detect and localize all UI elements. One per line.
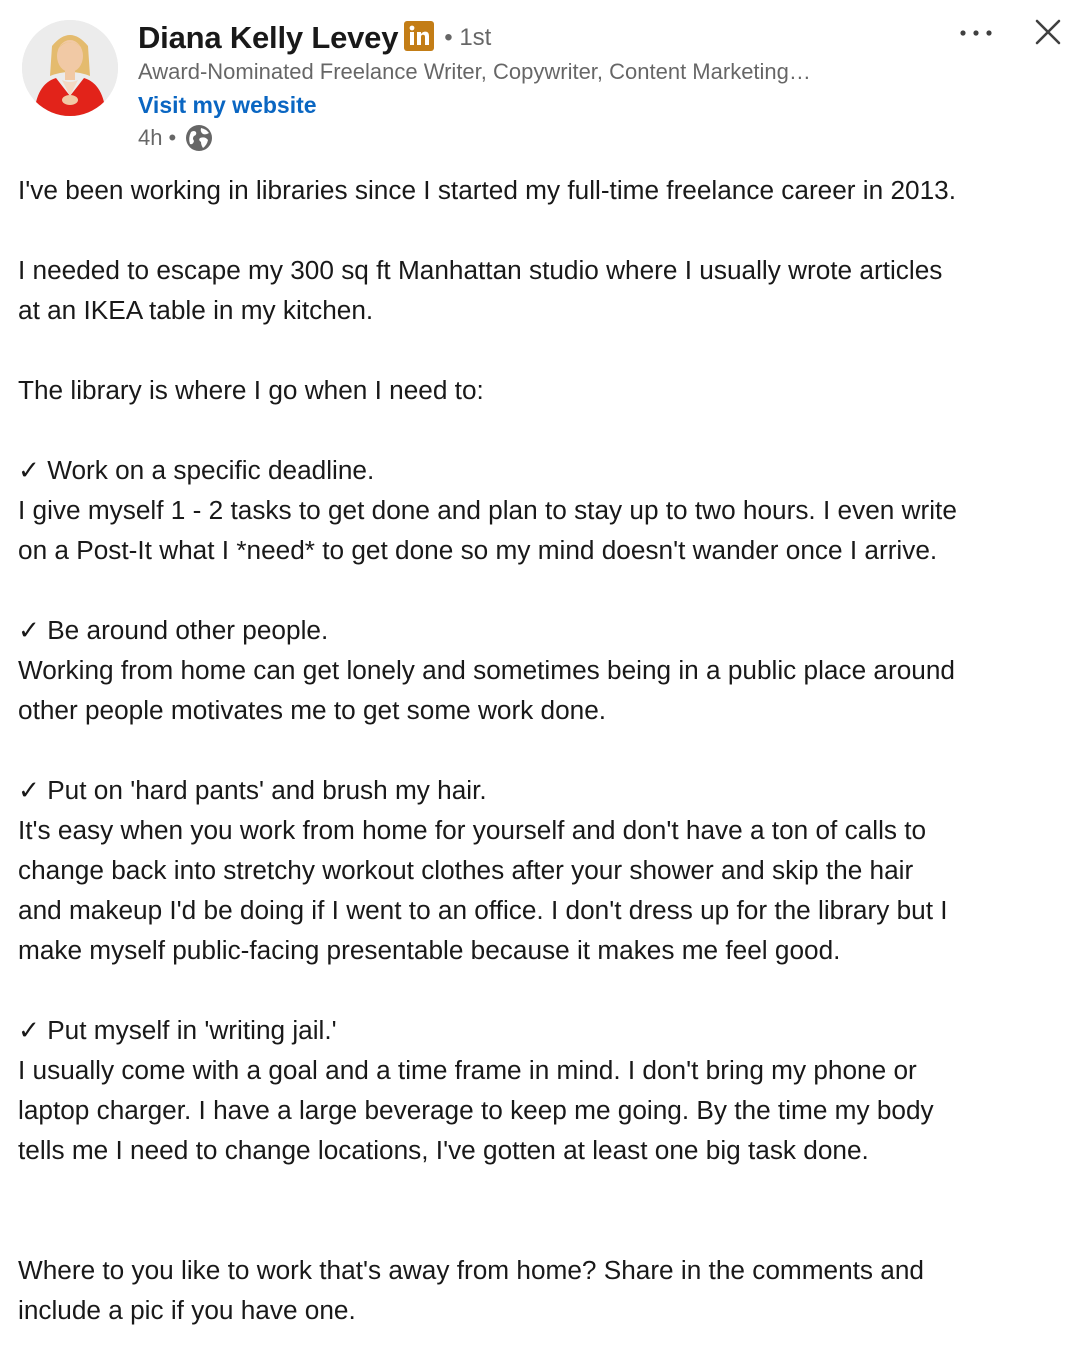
post-line: The library is where I go when I need to: xyxy=(18,375,484,405)
post-line: change back into stretchy workout clothes after your shower and skip the hair xyxy=(18,855,914,885)
author-name-row xyxy=(138,16,491,60)
post-line: ✓ Put myself in 'writing jail.' xyxy=(18,1015,337,1045)
post-line-blank xyxy=(18,210,1080,250)
author-headline: Award-Nominated Freelance Writer, Copywriter, Content Marketing… xyxy=(138,59,811,84)
post-line: other people motivates me to get some work done. xyxy=(18,695,607,725)
post-line-blank xyxy=(18,730,1080,770)
post-line: at an IKEA table in my kitchen. xyxy=(18,295,374,325)
post-line: I've been working in libraries since I started my full-time freelance career in 2013. xyxy=(18,175,956,205)
post-line-blank xyxy=(18,970,1080,1010)
avatar[interactable] xyxy=(22,20,118,116)
post-line: ✓ Put on 'hard pants' and brush my hair. xyxy=(18,775,487,805)
post-line: and makeup I'd be doing if I went to an office. I don't dress up for the library but I xyxy=(18,895,948,925)
post-line-blank xyxy=(18,330,1080,370)
post-line: include a pic if you have one. xyxy=(18,1295,356,1325)
post-timestamp: 4h xyxy=(138,125,163,150)
post-body-text xyxy=(18,170,1080,1330)
post-line: I usually come with a goal and a time frame in mind. I don't bring my phone or xyxy=(18,1055,917,1085)
author-name[interactable]: Diana Kelly Levey xyxy=(138,20,399,55)
meta-separator: • xyxy=(168,125,177,150)
linkedin-premium-icon xyxy=(404,21,434,51)
post-line: laptop charger. I have a large beverage to keep me going. By the time my body xyxy=(18,1095,934,1125)
post-line: tells me I need to change locations, I've gotten at least one big task done. xyxy=(18,1135,869,1165)
post-line: ✓ Work on a specific deadline. xyxy=(18,455,375,485)
post-line-blank xyxy=(18,1170,1080,1210)
connection-degree: • 1st xyxy=(444,24,492,51)
close-button[interactable] xyxy=(1026,12,1070,56)
ellipsis-icon xyxy=(959,24,993,42)
post-line-blank xyxy=(18,410,1080,450)
visit-website-link[interactable]: Visit my website xyxy=(138,92,317,118)
close-icon xyxy=(1034,18,1062,51)
globe-icon xyxy=(184,123,214,153)
post-line-blank xyxy=(18,570,1080,610)
post-line: ✓ Be around other people. xyxy=(18,615,329,645)
post-line-blank xyxy=(18,1210,1080,1250)
more-options-button[interactable] xyxy=(952,14,1000,52)
post-line: make myself public-facing presentable because it makes me feel good. xyxy=(18,935,841,965)
post-meta xyxy=(138,122,214,154)
post-line: It's easy when you work from home for yourself and don't have a ton of calls to xyxy=(18,815,927,845)
post-line: I needed to escape my 300 sq ft Manhattan studio where I usually wrote articles xyxy=(18,255,943,285)
post-line: I give myself 1 - 2 tasks to get done and plan to stay up to two hours. I even write xyxy=(18,495,957,525)
post-line: Where to you like to work that's away from home? Share in the comments and xyxy=(18,1255,924,1285)
post-line: Working from home can get lonely and sometimes being in a public place around xyxy=(18,655,955,685)
post-line: on a Post-It what I *need* to get done so my mind doesn't wander once I arrive. xyxy=(18,535,938,565)
